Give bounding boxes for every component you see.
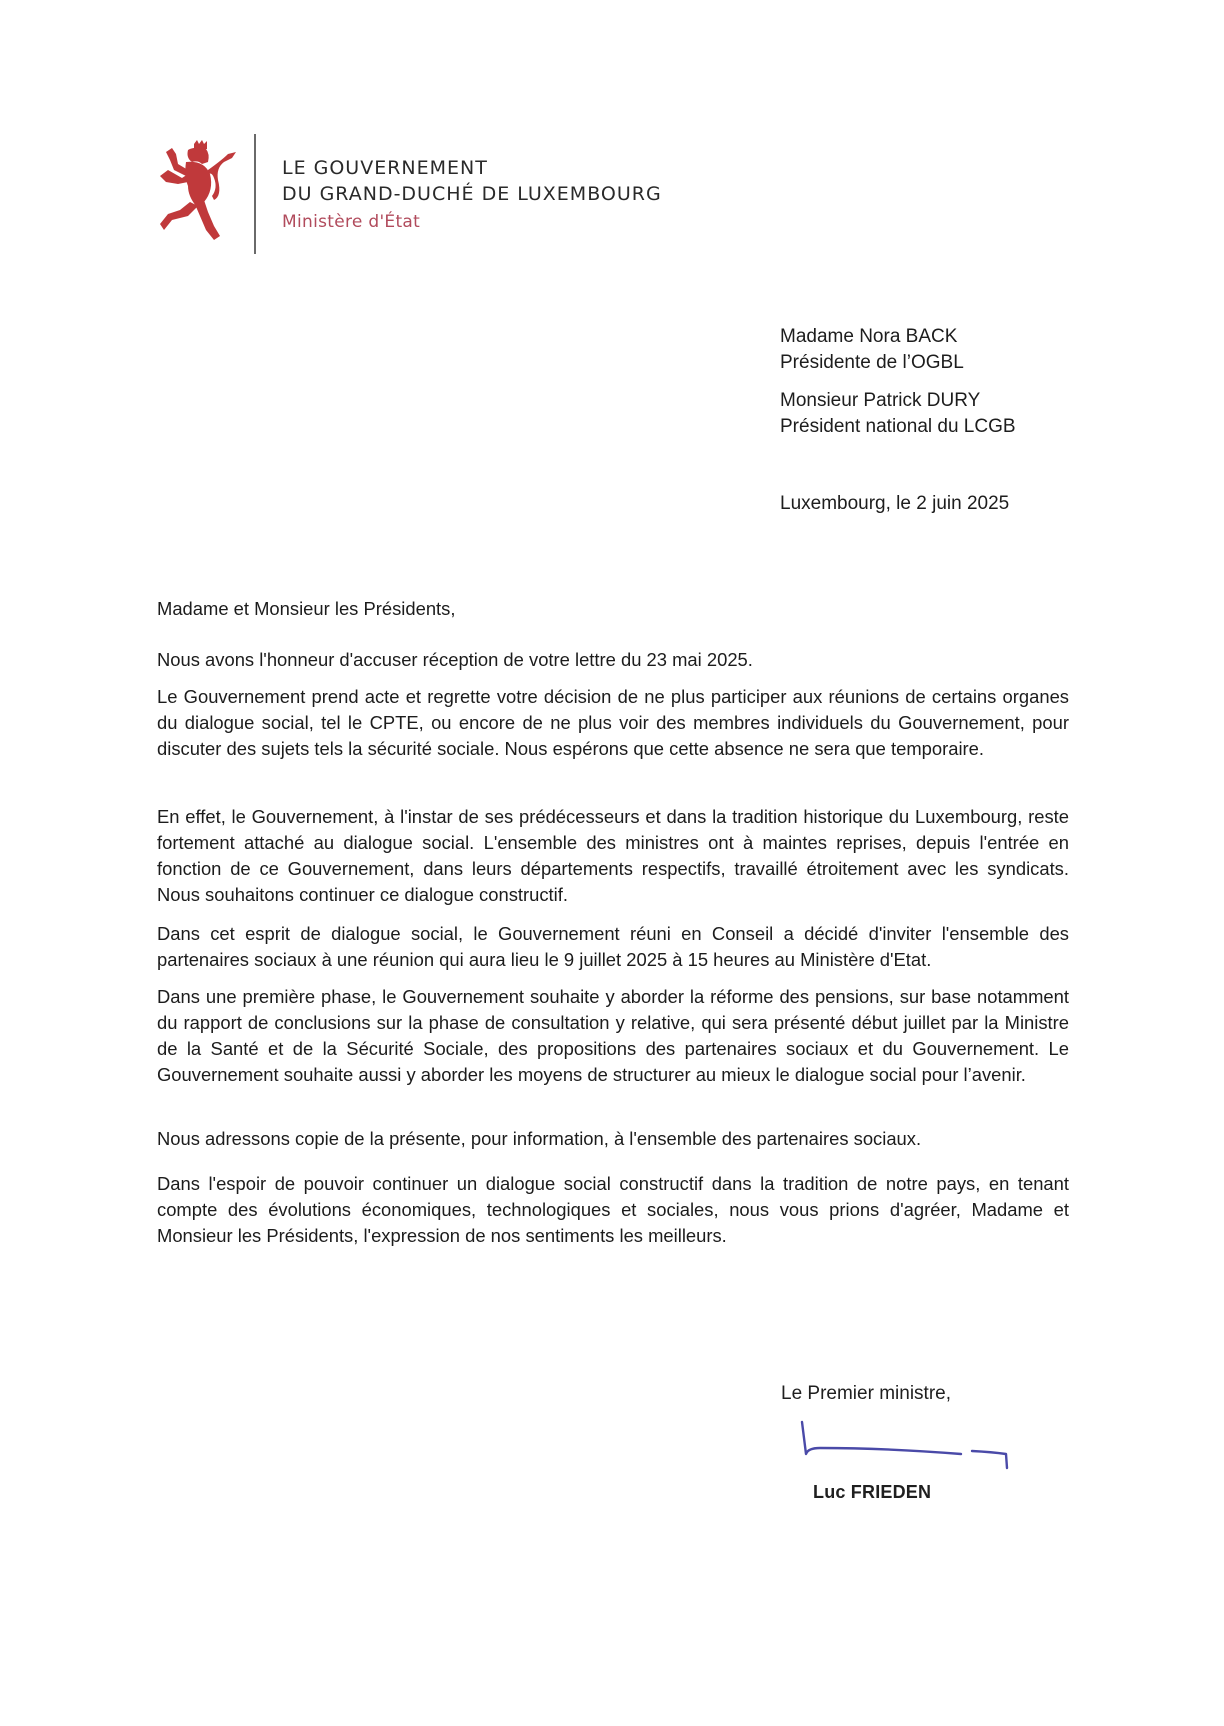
recipient-1-name: Madame Nora BACK [780,326,958,347]
paragraph-text: Nous avons l'honneur d'accuser réception de votre lettre du 23 mai 2025. [157,649,753,670]
lion-emblem-icon [158,140,238,244]
ministry-name: Ministère d'État [282,212,421,232]
government-title: LE GOUVERNEMENT [282,157,488,179]
paragraph-text: Dans une première phase, le Gouvernement souhaite y aborder la réforme des pensions, sur base notamment du rapport de conclusions sur la phase de consultation y relative, qui sera présenté début juillet par la Ministre de la Santé et de la Sécurité Sociale, des propositions des partenaires sociaux et du Gouvernement. Le Gouvernement souhaite aussi y aborder les moyens de structurer au mieux le dialogue social pour l’avenir. [157,986,1069,1085]
recipient-2-name: Monsieur Patrick DURY [780,390,981,411]
handwritten-signature-icon [796,1418,1026,1478]
recipient-2-title: Président national du LCGB [780,416,1016,437]
letterhead-divider [254,134,256,254]
paragraph-text: Nous adressons copie de la présente, pour information, à l'ensemble des partenaires sociaux. [157,1128,922,1149]
paragraph-text: En effet, le Gouvernement, à l'instar de ses prédécesseurs et dans la tradition historique du Luxembourg, reste fortement attaché au dialogue social. L'ensemble des ministres ont à maintes reprises, depuis l'entrée en fonction de ce Gouvernement, dans leurs départements respectifs, travaillé étroitement avec les syndicats. Nous souhaitons continuer ce dialogue constructif. [157,806,1069,905]
paragraph [157,804,1069,908]
date-line: Luxembourg, le 2 juin 2025 [780,493,1010,514]
salutation: Madame et Monsieur les Présidents, [157,598,456,619]
signatory-title: Le Premier ministre, [781,1383,951,1404]
paragraph [157,1171,1069,1249]
paragraph [157,647,1069,673]
paragraph [157,921,1069,973]
paragraph-text: Le Gouvernement prend acte et regrette votre décision de ne plus participer aux réunions de certains organes du dialogue social, tel le CPTE, ou encore de ne plus voir des membres individuels du Gouvernement, pour discuter des sujets tels la sécurité sociale. Nous espérons que cette absence ne sera que temporaire. [157,686,1069,759]
recipient-1-title: Présidente de l’OGBL [780,352,964,373]
paragraph [157,1126,1069,1152]
paragraph-text: Dans l'espoir de pouvoir continuer un dialogue social constructif dans la tradition de notre pays, en tenant compte des évolutions économiques, technologiques et sociales, nous vous prions d'agréer, Madame et Monsieur les Présidents, l'expression de nos sentiments les meilleurs. [157,1173,1069,1246]
paragraph-text: Dans cet esprit de dialogue social, le Gouvernement réuni en Conseil a décidé d'inviter l'ensemble des partenaires sociaux à une réunion qui aura lieu le 9 juillet 2025 à 15 heures au Ministère d'Etat. [157,923,1069,970]
signer-name: Luc FRIEDEN [813,1482,932,1502]
paragraph [157,984,1069,1088]
government-subtitle: DU GRAND-DUCHÉ DE LUXEMBOURG [282,183,662,205]
paragraph [157,684,1069,762]
